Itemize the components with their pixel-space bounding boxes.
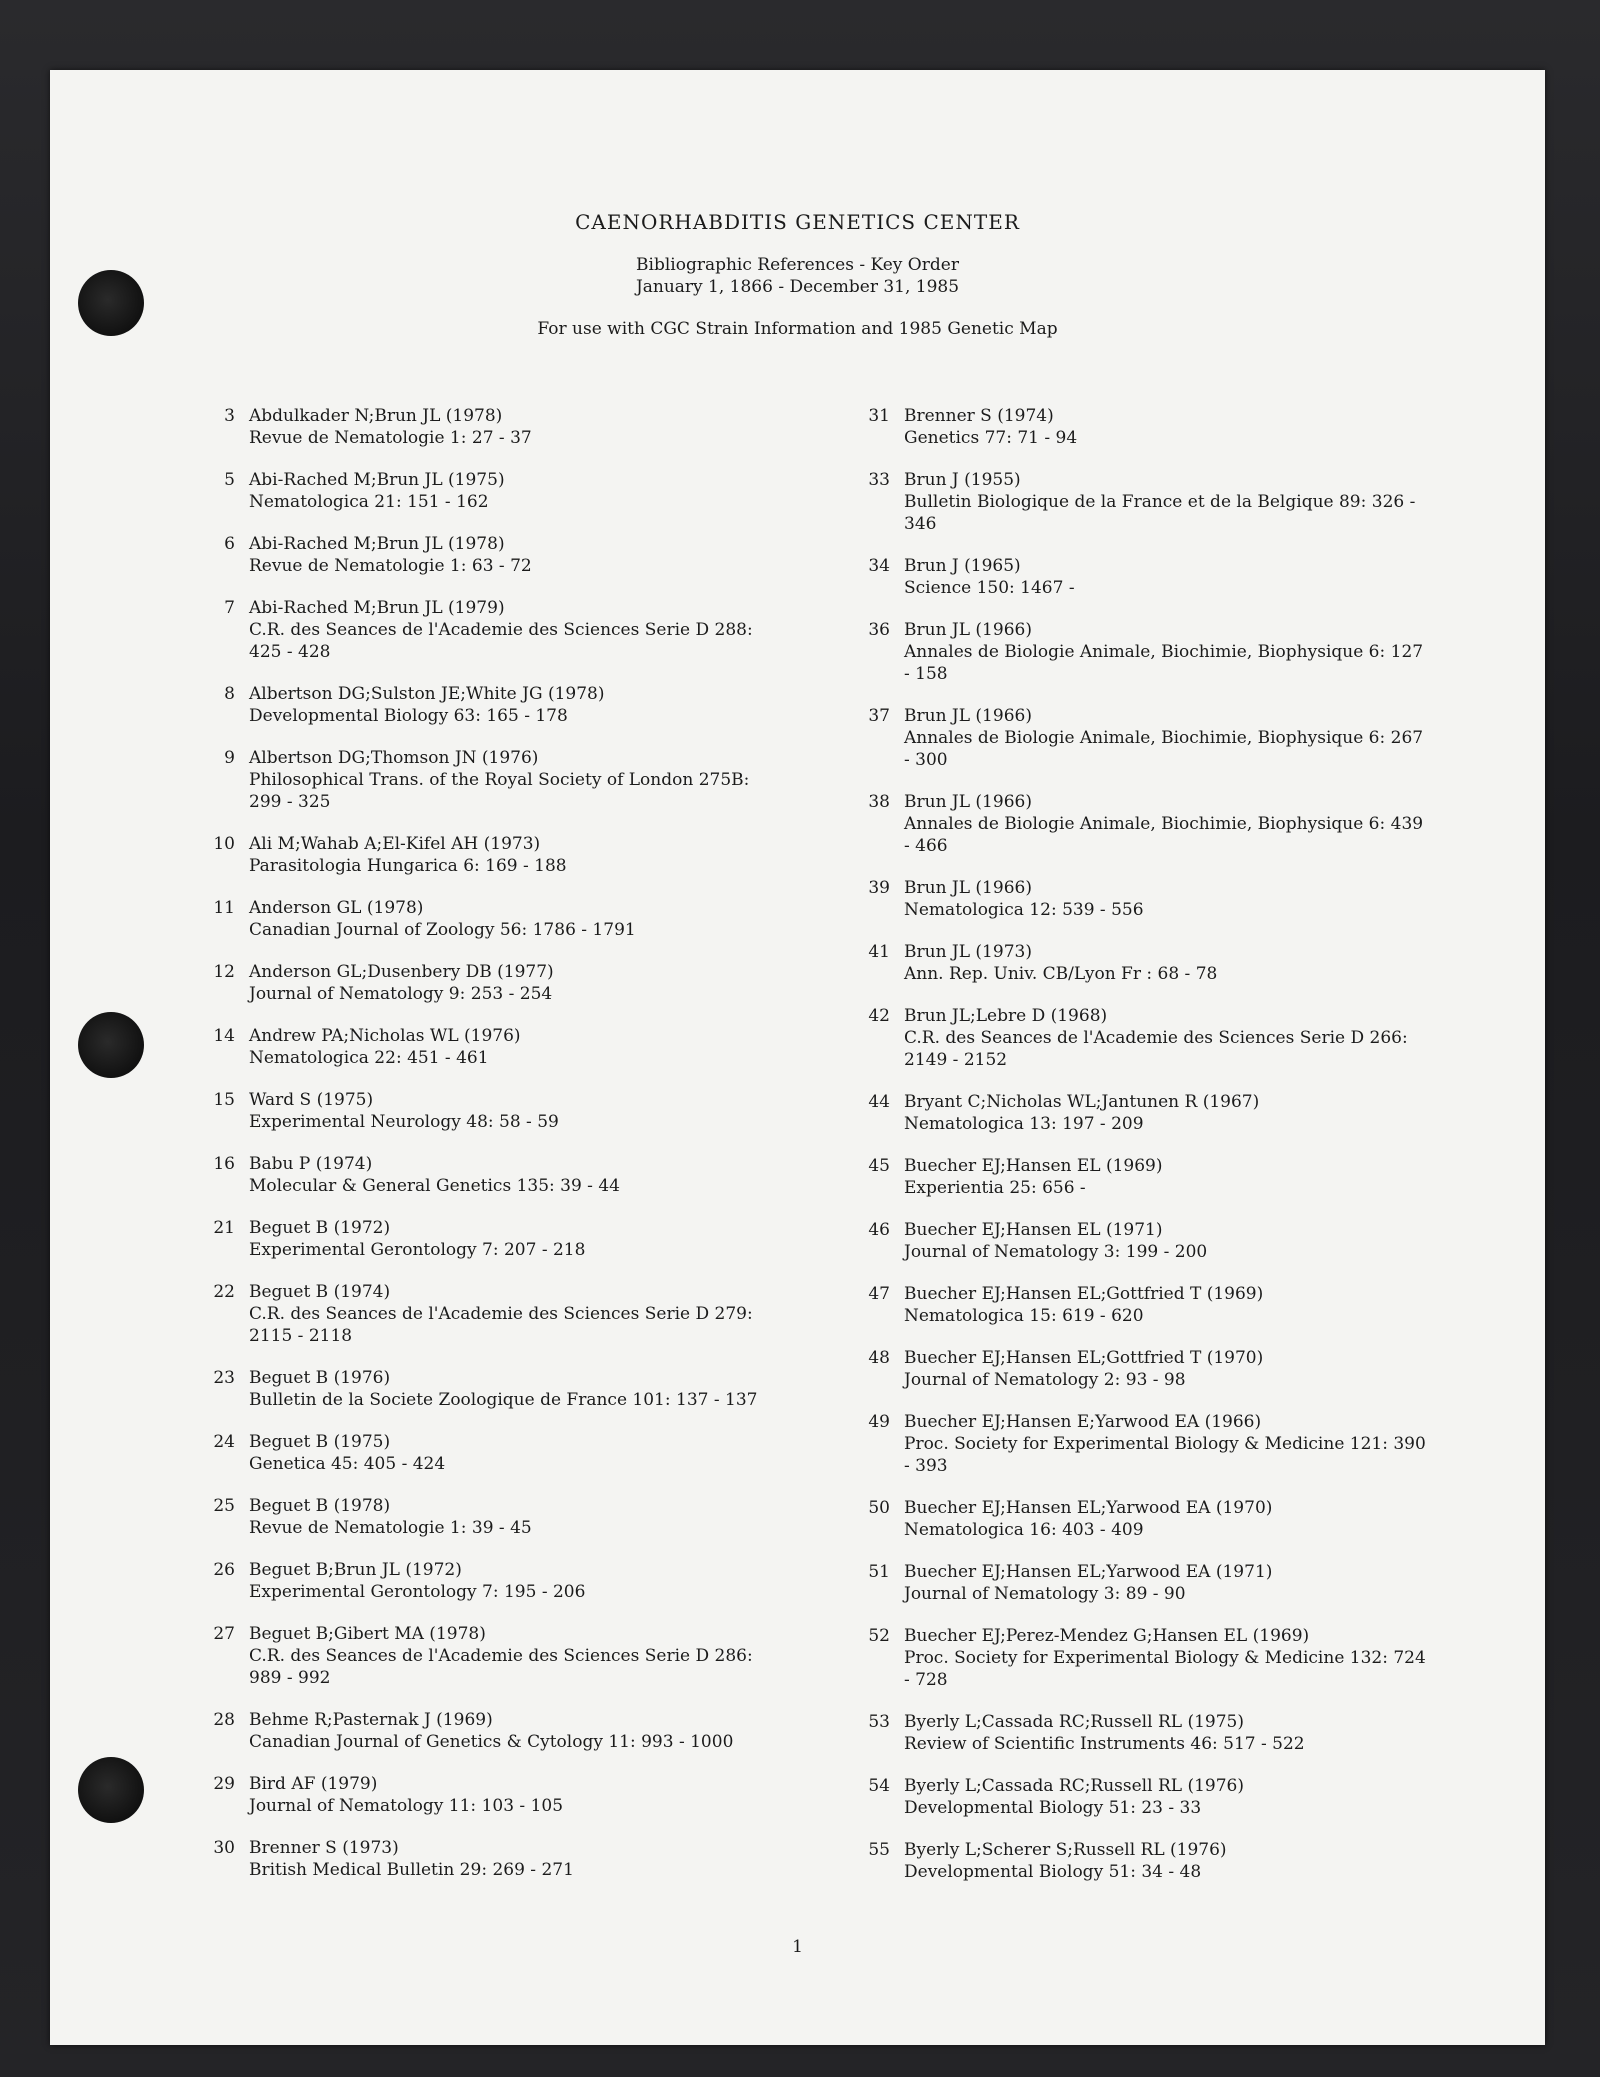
reference-source: Annales de Biologie Animale, Biochimie, Biophysique 6: 267: [904, 728, 1424, 748]
reference-authors: Brun JL (1966): [904, 620, 1032, 640]
reference-authors: Brun JL (1966): [904, 792, 1032, 812]
reference-entry: [850, 1347, 1520, 1391]
reference-entry: [850, 1839, 1520, 1883]
reference-number: 30: [213, 1838, 235, 1858]
date-range: January 1, 1866 - December 31, 1985: [635, 277, 960, 297]
reference-source: Bulletin Biologique de la France et de la Belgique 89: 326 -: [904, 492, 1416, 512]
reference-source: Annales de Biologie Animale, Biochimie, Biophysique 6: 127: [904, 642, 1424, 662]
reference-source: Nematologica 15: 619 - 620: [904, 1306, 1144, 1326]
reference-entry: [850, 941, 1520, 985]
reference-entry: [850, 1283, 1520, 1327]
reference-number: 26: [213, 1560, 235, 1580]
reference-number: 52: [868, 1626, 890, 1646]
reference-number: 5: [224, 470, 235, 490]
reference-entry: [850, 1411, 1520, 1477]
reference-source-continued: 425 - 428: [249, 642, 331, 662]
reference-source-continued: 299 - 325: [249, 792, 331, 812]
reference-entry: [195, 1025, 845, 1069]
reference-source: Journal of Nematology 11: 103 - 105: [249, 1796, 564, 1816]
reference-source: Philosophical Trans. of the Royal Society of London 275B:: [249, 770, 750, 790]
reference-authors: Buecher EJ;Hansen EL;Gottfried T (1969): [904, 1284, 1264, 1304]
reference-authors: Beguet B (1978): [249, 1496, 391, 1516]
reference-source: Proc. Society for Experimental Biology & Medicine 121: 390: [904, 1434, 1426, 1454]
reference-source: Developmental Biology 51: 34 - 48: [904, 1862, 1202, 1882]
reference-source: Experimental Gerontology 7: 207 - 218: [249, 1240, 586, 1260]
reference-authors: Buecher EJ;Hansen EL (1971): [904, 1220, 1163, 1240]
reference-number: 50: [868, 1498, 890, 1518]
reference-source: Experientia 25: 656 -: [904, 1178, 1086, 1198]
reference-number: 41: [868, 942, 890, 962]
reference-number: 8: [224, 684, 235, 704]
punch-hole-middle: [78, 1012, 144, 1078]
reference-number: 28: [213, 1710, 235, 1730]
reference-source: Journal of Nematology 9: 253 - 254: [249, 984, 553, 1004]
reference-entry: [850, 619, 1520, 685]
reference-number: 15: [213, 1090, 235, 1110]
reference-source: Proc. Society for Experimental Biology & Medicine 132: 724: [904, 1648, 1426, 1668]
reference-source: C.R. des Seances de l'Academie des Sciences Serie D 279:: [249, 1304, 753, 1324]
reference-source: Genetica 45: 405 - 424: [249, 1454, 446, 1474]
reference-source: Review of Scientific Instruments 46: 517 - 522: [904, 1734, 1305, 1754]
reference-source: Revue de Nematologie 1: 27 - 37: [249, 428, 532, 448]
reference-source: Ann. Rep. Univ. CB/Lyon Fr : 68 - 78: [904, 964, 1218, 984]
reference-entry: [850, 877, 1520, 921]
reference-number: 55: [868, 1840, 890, 1860]
reference-source-continued: - 300: [904, 750, 948, 770]
reference-number: 49: [868, 1412, 890, 1432]
reference-entry: [195, 1367, 845, 1411]
reference-entry: [195, 1709, 845, 1753]
reference-number: 23: [213, 1368, 235, 1388]
reference-entry: [195, 1281, 845, 1347]
reference-authors: Beguet B (1976): [249, 1368, 391, 1388]
reference-source: Genetics 77: 71 - 94: [904, 428, 1078, 448]
reference-entry: [850, 1091, 1520, 1135]
reference-source-continued: - 393: [904, 1456, 948, 1476]
reference-number: 53: [868, 1712, 890, 1732]
reference-entry: [195, 1559, 845, 1603]
reference-number: 6: [224, 534, 235, 554]
reference-source: Journal of Nematology 2: 93 - 98: [904, 1370, 1186, 1390]
reference-source: British Medical Bulletin 29: 269 - 271: [249, 1860, 574, 1880]
reference-entry: [195, 597, 845, 663]
reference-authors: Abi-Rached M;Brun JL (1979): [249, 598, 505, 618]
reference-authors: Bryant C;Nicholas WL;Jantunen R (1967): [904, 1092, 1260, 1112]
reference-source: C.R. des Seances de l'Academie des Sciences Serie D 286:: [249, 1646, 753, 1666]
reference-entry: [195, 833, 845, 877]
reference-authors: Buecher EJ;Perez-Mendez G;Hansen EL (1969): [904, 1626, 1310, 1646]
reference-authors: Behme R;Pasternak J (1969): [249, 1710, 493, 1730]
reference-entry: [850, 1561, 1520, 1605]
reference-source: Nematologica 16: 403 - 409: [904, 1520, 1144, 1540]
reference-source: Canadian Journal of Genetics & Cytology 11: 993 - 1000: [249, 1732, 734, 1752]
reference-authors: Brun J (1955): [904, 470, 1021, 490]
reference-authors: Abi-Rached M;Brun JL (1975): [249, 470, 505, 490]
reference-authors: Buecher EJ;Hansen EL (1969): [904, 1156, 1163, 1176]
reference-number: 46: [868, 1220, 890, 1240]
reference-source: Journal of Nematology 3: 89 - 90: [904, 1584, 1186, 1604]
reference-source: Developmental Biology 63: 165 - 178: [249, 706, 568, 726]
reference-entry: [195, 1217, 845, 1261]
reference-source: Revue de Nematologie 1: 63 - 72: [249, 556, 532, 576]
reference-entry: [850, 555, 1520, 599]
reference-entry: [850, 1005, 1520, 1071]
reference-authors: Brun JL;Lebre D (1968): [904, 1006, 1108, 1026]
reference-authors: Ali M;Wahab A;El-Kifel AH (1973): [249, 834, 541, 854]
reference-number: 45: [868, 1156, 890, 1176]
reference-number: 22: [213, 1282, 235, 1302]
reference-number: 44: [868, 1092, 890, 1112]
reference-entry: [195, 533, 845, 577]
reference-authors: Beguet B (1974): [249, 1282, 391, 1302]
reference-number: 14: [213, 1026, 235, 1046]
reference-source-continued: 2115 - 2118: [249, 1326, 353, 1346]
punch-hole-bottom: [78, 1757, 144, 1823]
reference-column-left: [195, 405, 845, 1901]
reference-number: 11: [213, 898, 235, 918]
reference-number: 10: [213, 834, 235, 854]
reference-authors: Beguet B (1972): [249, 1218, 391, 1238]
reference-source-continued: 989 - 992: [249, 1668, 331, 1688]
reference-entry: [195, 747, 845, 813]
reference-entry: [850, 1711, 1520, 1755]
reference-source: Experimental Gerontology 7: 195 - 206: [249, 1582, 586, 1602]
reference-entry: [850, 705, 1520, 771]
reference-authors: Anderson GL;Dusenbery DB (1977): [249, 962, 554, 982]
reference-entry: [850, 405, 1520, 449]
reference-number: 9: [224, 748, 235, 768]
reference-number: 3: [224, 406, 235, 426]
reference-authors: Albertson DG;Sulston JE;White JG (1978): [249, 684, 605, 704]
reference-source: C.R. des Seances de l'Academie des Sciences Serie D 288:: [249, 620, 753, 640]
reference-number: 7: [224, 598, 235, 618]
page-number: 1: [792, 1937, 803, 1957]
reference-source: Molecular & General Genetics 135: 39 - 44: [249, 1176, 620, 1196]
reference-source: Nematologica 22: 451 - 461: [249, 1048, 489, 1068]
reference-authors: Brun J (1965): [904, 556, 1021, 576]
reference-number: 29: [213, 1774, 235, 1794]
reference-entry: [850, 1625, 1520, 1691]
reference-authors: Buecher EJ;Hansen EL;Gottfried T (1970): [904, 1348, 1264, 1368]
reference-entry: [850, 1775, 1520, 1819]
reference-entry: [195, 1153, 845, 1197]
reference-entry: [195, 1495, 845, 1539]
reference-number: 12: [213, 962, 235, 982]
reference-entry: [195, 1837, 845, 1881]
reference-entry: [195, 1773, 845, 1817]
reference-entry: [195, 961, 845, 1005]
reference-source: Parasitologia Hungarica 6: 169 - 188: [249, 856, 567, 876]
reference-authors: Byerly L;Cassada RC;Russell RL (1975): [904, 1712, 1244, 1732]
reference-number: 37: [868, 706, 890, 726]
reference-number: 21: [213, 1218, 235, 1238]
usage-note: For use with CGC Strain Information and 1985 Genetic Map: [537, 319, 1058, 339]
reference-source: Annales de Biologie Animale, Biochimie, Biophysique 6: 439: [904, 814, 1424, 834]
reference-source: Bulletin de la Societe Zoologique de France 101: 137 - 137: [249, 1390, 758, 1410]
document-page: [50, 70, 1545, 2045]
reference-source: Journal of Nematology 3: 199 - 200: [904, 1242, 1208, 1262]
reference-source-continued: - 728: [904, 1670, 948, 1690]
reference-entry: [195, 405, 845, 449]
document-subtitle: Bibliographic References - Key Order: [636, 255, 959, 275]
reference-authors: Buecher EJ;Hansen EL;Yarwood EA (1970): [904, 1498, 1273, 1518]
reference-number: 48: [868, 1348, 890, 1368]
reference-authors: Bird AF (1979): [249, 1774, 378, 1794]
reference-number: 16: [213, 1154, 235, 1174]
reference-number: 34: [868, 556, 890, 576]
reference-authors: Brun JL (1966): [904, 878, 1032, 898]
reference-entry: [850, 469, 1520, 535]
reference-column-right: [850, 405, 1520, 1903]
reference-number: 42: [868, 1006, 890, 1026]
reference-authors: Abdulkader N;Brun JL (1978): [249, 406, 503, 426]
reference-entry: [195, 683, 845, 727]
reference-authors: Andrew PA;Nicholas WL (1976): [249, 1026, 521, 1046]
reference-number: 33: [868, 470, 890, 490]
reference-entry: [195, 1431, 845, 1475]
reference-number: 47: [868, 1284, 890, 1304]
reference-source: Developmental Biology 51: 23 - 33: [904, 1798, 1202, 1818]
reference-number: 25: [213, 1496, 235, 1516]
reference-entry: [850, 1219, 1520, 1263]
reference-authors: Ward S (1975): [249, 1090, 374, 1110]
document-title: CAENORHABDITIS GENETICS CENTER: [575, 210, 1020, 234]
reference-number: 54: [868, 1776, 890, 1796]
reference-number: 31: [868, 406, 890, 426]
reference-source: C.R. des Seances de l'Academie des Sciences Serie D 266:: [904, 1028, 1408, 1048]
reference-authors: Anderson GL (1978): [249, 898, 424, 918]
reference-source-continued: 346: [904, 514, 937, 534]
reference-source-continued: - 158: [904, 664, 948, 684]
reference-entry: [195, 1623, 845, 1689]
reference-source: Experimental Neurology 48: 58 - 59: [249, 1112, 559, 1132]
reference-entry: [850, 791, 1520, 857]
reference-source: Canadian Journal of Zoology 56: 1786 - 1791: [249, 920, 636, 940]
reference-source-continued: 2149 - 2152: [904, 1050, 1008, 1070]
reference-entry: [195, 897, 845, 941]
reference-number: 36: [868, 620, 890, 640]
reference-number: 27: [213, 1624, 235, 1644]
reference-number: 38: [868, 792, 890, 812]
reference-number: 24: [213, 1432, 235, 1452]
reference-entry: [195, 469, 845, 513]
reference-authors: Brun JL (1966): [904, 706, 1032, 726]
reference-entry: [850, 1497, 1520, 1541]
reference-authors: Brenner S (1974): [904, 406, 1054, 426]
reference-source-continued: - 466: [904, 836, 948, 856]
reference-entry: [850, 1155, 1520, 1199]
reference-entry: [195, 1089, 845, 1133]
reference-authors: Beguet B;Gibert MA (1978): [249, 1624, 486, 1644]
reference-source: Nematologica 13: 197 - 209: [904, 1114, 1144, 1134]
reference-authors: Beguet B;Brun JL (1972): [249, 1560, 462, 1580]
reference-source: Nematologica 21: 151 - 162: [249, 492, 489, 512]
reference-number: 51: [868, 1562, 890, 1582]
reference-authors: Brenner S (1973): [249, 1838, 399, 1858]
reference-authors: Beguet B (1975): [249, 1432, 391, 1452]
reference-authors: Buecher EJ;Hansen E;Yarwood EA (1966): [904, 1412, 1262, 1432]
reference-authors: Byerly L;Scherer S;Russell RL (1976): [904, 1840, 1227, 1860]
reference-number: 39: [868, 878, 890, 898]
reference-source: Revue de Nematologie 1: 39 - 45: [249, 1518, 532, 1538]
reference-authors: Babu P (1974): [249, 1154, 373, 1174]
reference-authors: Brun JL (1973): [904, 942, 1032, 962]
reference-authors: Albertson DG;Thomson JN (1976): [249, 748, 539, 768]
reference-authors: Abi-Rached M;Brun JL (1978): [249, 534, 505, 554]
reference-source: Science 150: 1467 -: [904, 578, 1075, 598]
reference-authors: Byerly L;Cassada RC;Russell RL (1976): [904, 1776, 1244, 1796]
reference-source: Nematologica 12: 539 - 556: [904, 900, 1144, 920]
reference-authors: Buecher EJ;Hansen EL;Yarwood EA (1971): [904, 1562, 1273, 1582]
